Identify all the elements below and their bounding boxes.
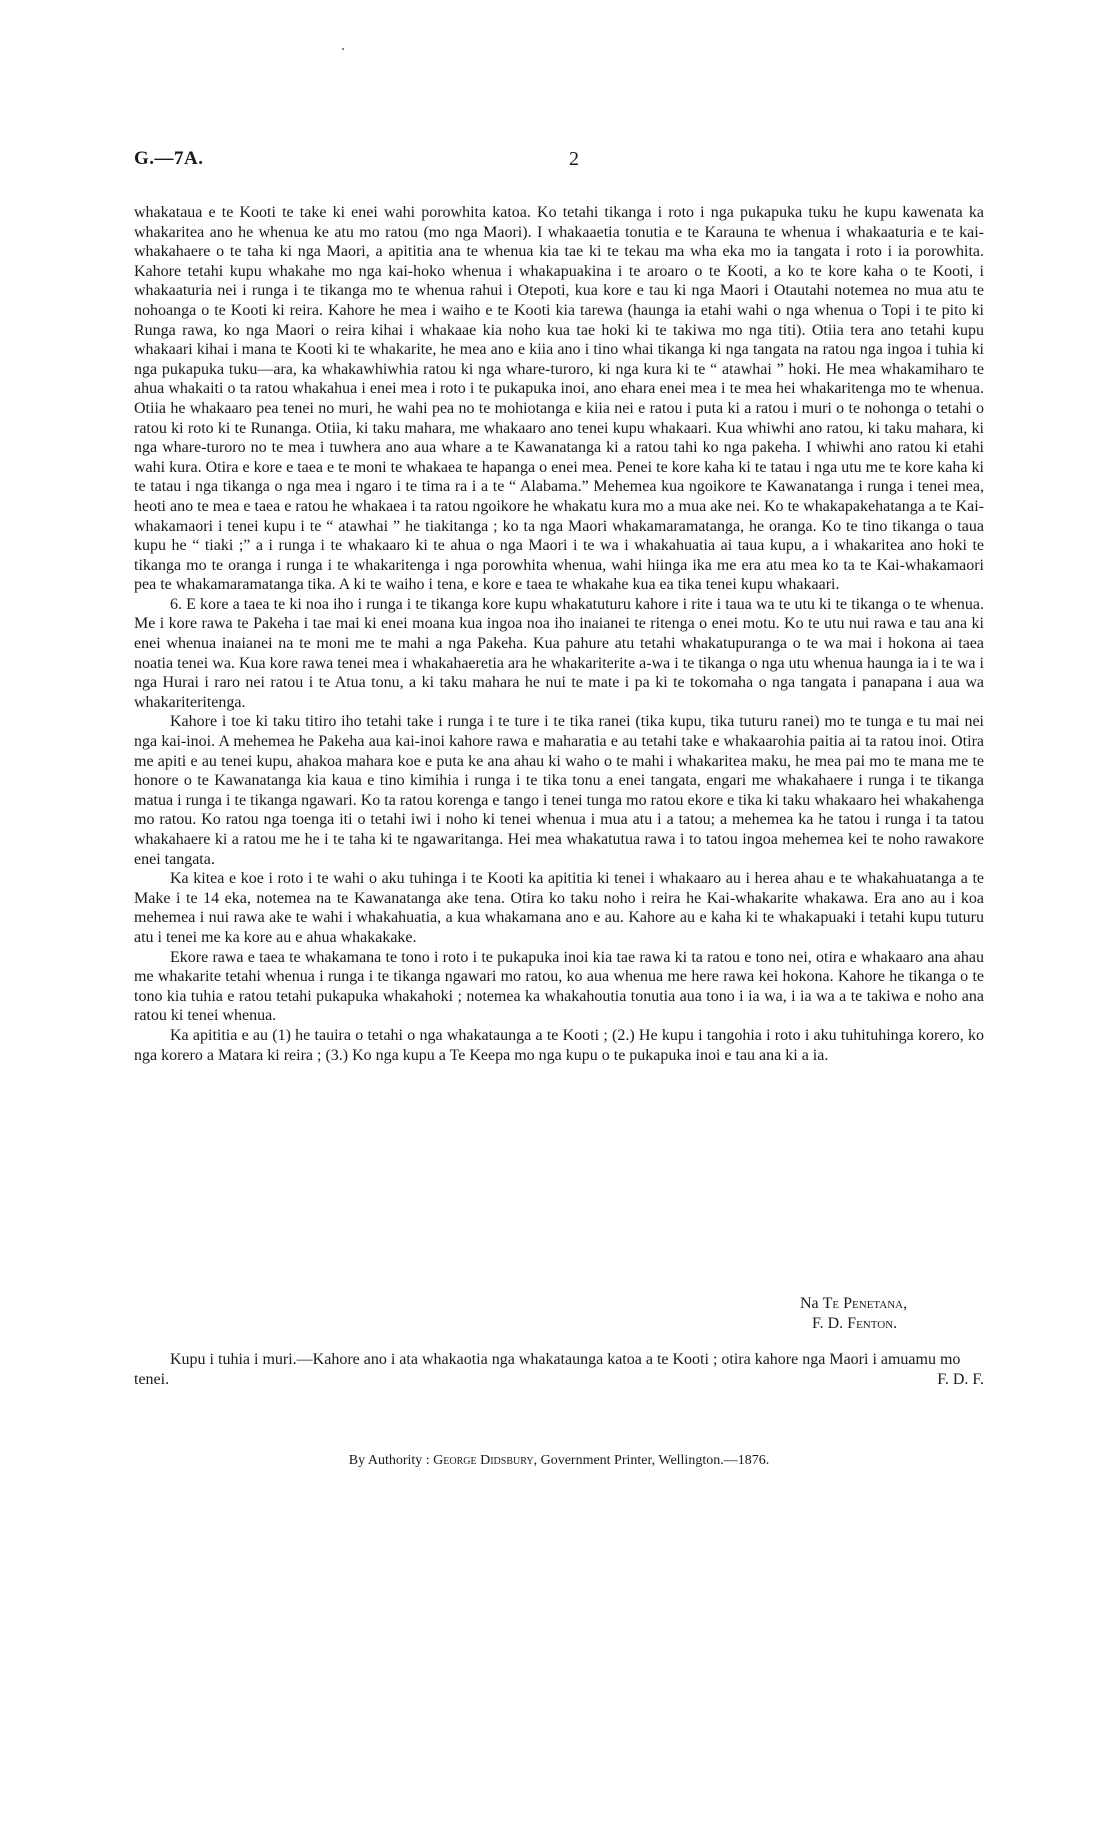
paragraph: Ekore rawa e taea te whakamana te tono i roto i te pukapuka inoi kia tae rawa ki ta ratou e tono nei, otira e whakaaro ana ahau me whakarite tetahi whenua i runga i te tikanga ngawari mo ratou, ko aua whenua me here rawa kei hokona. Kahore he tikanga o te tono kia tuhia e ratou tetahi pukapuka whakahoki ; notemea ka whakahoutia tonutia aua tono i ia wa, i ia wa a te takiwa e noho ana ratou ki tenei whenua. xyxy=(134,948,984,1025)
ink-speck xyxy=(342,48,344,50)
signatory-name: Fenton. xyxy=(847,1315,898,1332)
signature-line-maori: Na Te Penetana, xyxy=(800,1295,908,1312)
paragraph: Ka kitea e koe i roto i te wahi o aku tuhinga i te Kooti ka apititia ki tenei i whakaaro au i herea ahau e te whakahuatanga a te Make i te 14 eka, notemea na te Kawanatanga ake tena. Otira ko taku noho i reira he Kai-whakarite whakawa. Era ano au i koa mehemea i nui rawa ake te wahi i whakahuatia, a kua whakamana ano e au. Kahore au e kaha ki te whakapuaki i tetahi kupu tuturu atu i tenei me ka kore au e ahua whakakake. xyxy=(134,870,984,946)
paragraph: Ka apititia e au (1) he tauira o tetahi o nga whakataunga a te Kooti ; (2.) He kupu i tangohia i roto i aku tuhituhinga korero, ko nga korero a Matara ki reira ; (3.) Ko nga kupu a Te Keepa mo nga kupu o te pukapuka inoi e tau ana ki a ia. xyxy=(134,1026,984,1064)
footnote xyxy=(134,1350,984,1390)
printer-name: George Didsbury xyxy=(433,1453,534,1468)
page-header xyxy=(134,148,984,178)
paragraph: whakataua e te Kooti te take ki enei wahi porowhita katoa. Ko tetahi tikanga i roto i nga pukapuka tuku he kupu kawenata ka whakaritea ano he whenua ke atu mo ratou (mo nga Maori). I whakaaetia tonutia e te Karauna te whenua i whakaaturia e te kai-whakahaere o te taha ki nga Maori, a apititia ana te whenua kia tae ki te tekau ma wha eka mo ia tangata i roto i ia porowhita. Kahore tetahi kupu whakahe mo nga kai-hoko whenua i whakapuakina i te aroaro o te Kooti, a ko te kore kaha o te Kooti, i whakaaturia nei i runga i te tikanga mo te whenua rahui i Otepoti, kua kore e tau ki nga Maori i Otautahi notemea no mua atu te nohoanga o te Kooti ki reira. Kahore he mea i waiho e te Kooti kia tarewa (haunga ia etahi wahi o nga whenua o Topi i te pito ki Runga rawa, ko nga Maori o reira kihai i whakaae kia noho kua tae hoki ki te takiwa mo nga titi). Otiia tera ano tetahi kupu whakaari kihai i mana te Kooti ki te whakarite, he mea ano e kiia ano i tino whai tikanga ki nga tangata na ratou nga ingoa i tuhia ki nga pukapuka tuku—ara, ka whakawhiwhia ratou ki nga whare-turoro, ki nga kura ki te “ atawhai ” hoki. He mea whakamiharo te ahua whakaiti o ta ratou whakahua i enei mea i roto i te pukapuka inoi, ano ehara enei mea i te mea hei whakaritenga mo te whenua. Otiia he whakaaro pea tenei no muri, he wahi pea no te mohiotanga e kiia nei e ratou i puta ki a ratou i muri o te nohonga o tetahi o ratou ki roto ki te Runanga. Otiia, ki taku mahara, me whakaaro ano tenei kupu whakaari. Kua whiwhi ano ratou, ki taku mahara, ki nga whare-turoro no te mea i tuwhera ano aua whare a te Kawanatanga ki a ratou tahi ko nga pakeha. I whiwhi ano ratou ki etahi wahi kura. Otira e kore e taea e te moni te whakaea te hapanga o enei mea. Penei te kore kaha ki te tatau i nga utu me te kore kaha ki te tatau i nga tikanga o nga mea i ngaro i te tima ra i a te “ Alabama.” Mehemea kua ngoikore te Kawanatanga i runga i tenei mea, heoti ano te mea e taea e ratou he whakaea i ta ratou ngoikore he whakatu kura mo a mua ake nei. Ko te whakapakehatanga a te Kai-whakamaori i tenei kupu i te “ atawhai ” he tiakitanga ; ko ta nga Maori whakamaramatanga, he oranga. Ko te tino tikanga o taua kupu he “ tiaki ;” a i runga i te whakaaro ki te ahua o nga Maori i te wa i whakahuatia ai taua kupu, a i whakaritea ano hoki te tikanga mo te oranga i runga i te whakaritenga i nga porowhita whenua, wahi hiinga ika me era atu mea ko ta te Kai-whakamaori pea te whakamaramatanga tika. A ki te waiho i tena, e kore e taea te whakahe kua ea tika tenei kupu whakaari. xyxy=(134,204,984,594)
signature-line-english: F. D. Fenton. xyxy=(812,1315,898,1332)
signatory-name: Te Penetana, xyxy=(822,1295,908,1312)
document-body xyxy=(134,203,984,1065)
page-number: 2 xyxy=(569,148,579,170)
footnote-text: Kupu i tuhia i muri.—Kahore ano i ata whakaotia nga whakataunga katoa a te Kooti ; otira kahore nga Maori i amuamu mo tenei. xyxy=(134,1351,961,1388)
printer-imprint: By Authority : George Didsbury, Government Printer, Wellington.—1876. xyxy=(348,1453,770,1468)
paragraph: 6. E kore a taea te ki noa iho i runga i te tikanga kore kupu whakatuturu kahore i rite i taua wa te utu ki te tikanga o te whenua. Me i kore rawa te Pakeha i tae mai ki enei moana kua ingoa noa iho inaianei te ritenga o enei motu. Ko te utu nui rawa e tau ana ki enei whenua inaianei na te moni me te mahi a nga Pakeha. Kua pahure atu tetahi whakatupuranga o te wa mai i hokona ai taea noatia tenei wa. Kua kore rawa tenei mea i whakahaeretia ara he whakariterite a-wa i te tikanga o nga utu whenua haunga ia i te wa i nga Hurai i raro nei ratou i te Atua tonu, a ki taku mahara he nui te mate i pa ki te tokomaha o nga tangata i panapana i aua wa whakariteritenga. xyxy=(134,595,984,711)
document-reference: G.—7A. xyxy=(134,148,204,169)
footnote-initials: F. D. F. xyxy=(937,1371,984,1388)
paragraph: Kahore i toe ki taku titiro iho tetahi take i runga i te ture i te tika ranei (tika kupu, tika tuturu ranei) mo te tunga e tu mai nei nga kai-inoi. A mehemea he Pakeha aua kai-inoi kahore rawa e maharatia e au tetahi take e whakaarohia paitia ai ta ratou inoi. Otira me apiti e au tenei kupu, ahakoa mahara koe e puta ke ana ahau ki waho o te mahi i whakaritea maku, he mea pai mo te mana me te honore o te Kawanatanga kia kaua e tino kimihia i runga i te tika tonu a enei tangata, engari me whakahaere i runga i te tikanga matua i runga i te tikanga ngawari. Ko ta ratou korenga e tango i tenei tunga mo ratou ekore e tika ki taku whakaaro hei whakahenga mo ratou. Ko ratou nga toenga iti o tetahi iwi i noho ki tenei whenua i mua atu i a tatou; a mehemea ka he tatou i runga i ta tatou whakahaere ki a ratou me he i te taha ki te ngawaritanga. Hei mea whakatutua rawa i to tatou ingoa mehemea kei te noho rawakore enei tangata. xyxy=(134,713,984,868)
